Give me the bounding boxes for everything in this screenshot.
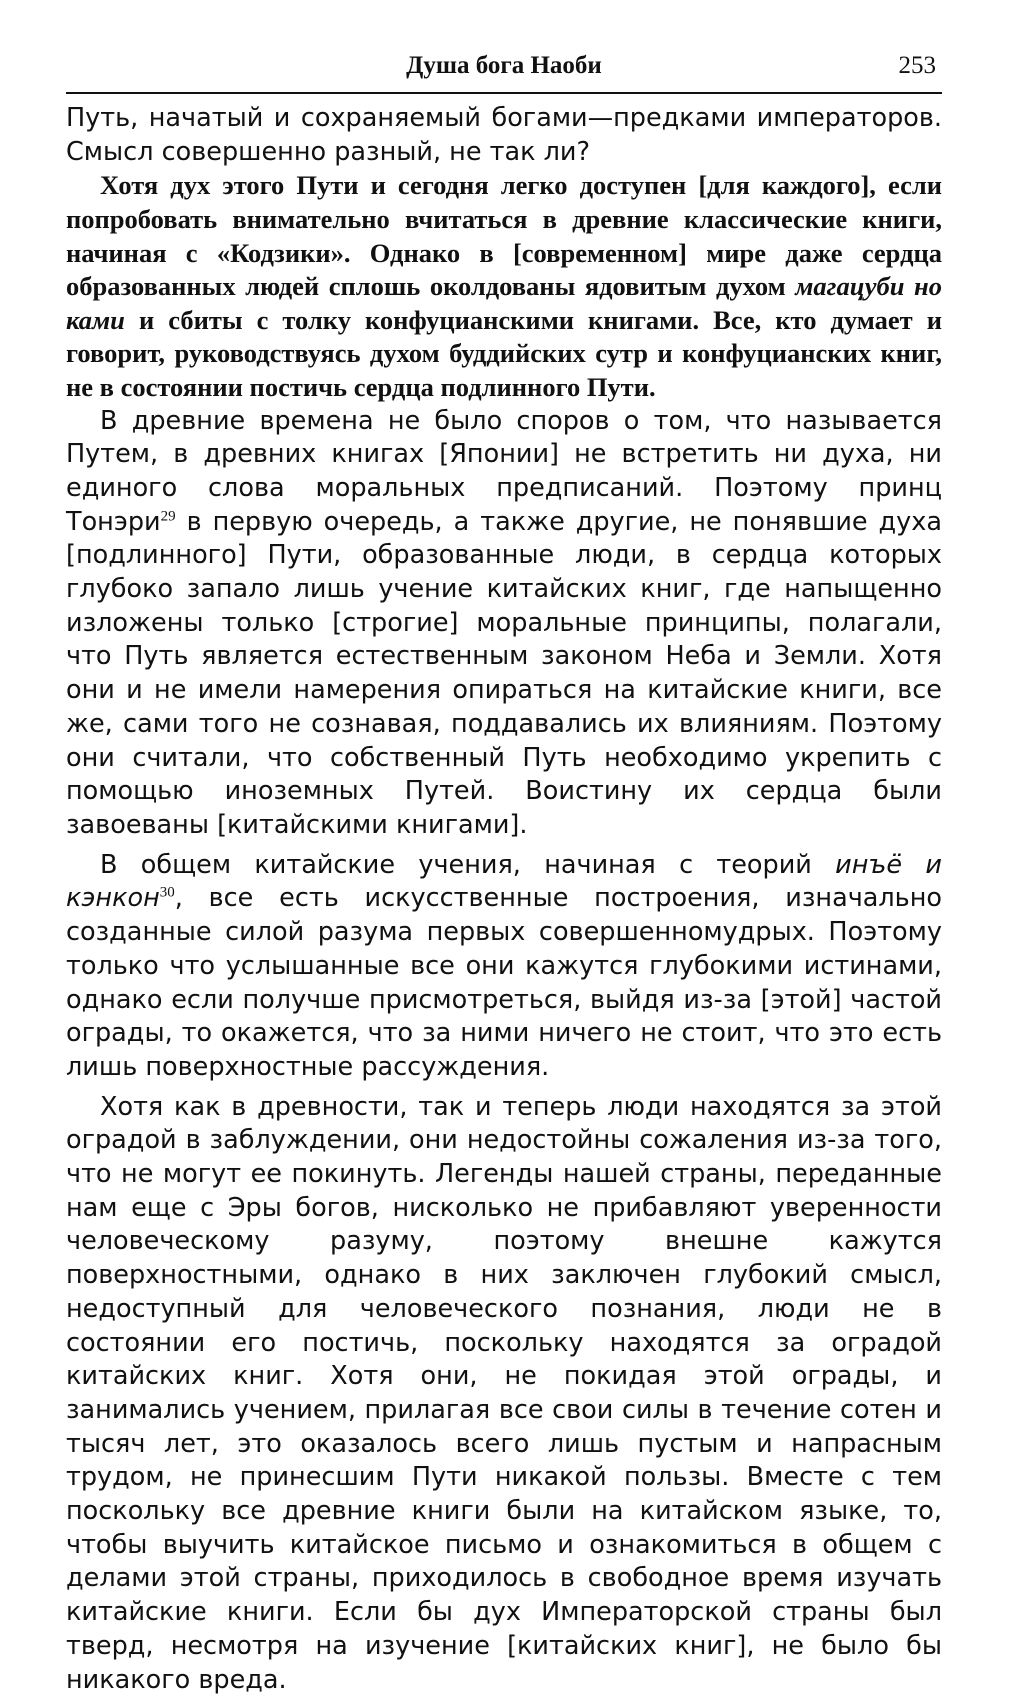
paragraph-5-text: Хотя как в древности, так и теперь люди находятся за этой оградой в заблуждении, они недостойны сожаления из-за того, что не могут ее покинуть. Легенды нашей страны, переданные нам еще с Эры богов, нисколько не прибавляют уверенности человеческому разуму, поэтому внешне кажутся поверхностными, однако в них заключен глубокий смысл, недоступный для человеческого познания, люди не в состоянии его постичь, поскольку находятся за оградой китайских книг. Хотя они, не покидая этой ограды, и занимались учением, прилагая все свои силы в течение сотен и тысяч лет, это оказалось всего лишь пустым и напрасным трудом, не принесшим Пути никакой пользы. Вместе с тем поскольку все древние книги были на китайском языке, то, чтобы выучить китайское письмо и ознакомиться в общем с делами этой страны, приходилось в свободное время изучать китайские книги. Если бы дух Императорской страны был тверд, несмотря на изучение [китайских книг], не было бы никакого вреда.	[66, 1091, 942, 1695]
paragraph-2-bold	[66, 169, 942, 404]
paragraph-1-text: Путь, начатый и сохраняемый богами—предками императоров. Смысл совершенно разный, не так ли?	[66, 103, 942, 167]
paragraph-4	[66, 849, 942, 1085]
book-page	[66, 42, 942, 1695]
paragraph-4-text-b: , все есть искусственные построения, изначально созданные силой разума первых совершенномудрых. Поэтому только что услышанные все они кажутся глубокими истинами, однако если получше присмотреться, выйдя из-за [этой] частой ограды, то окажется, что за ними ничего не стоит, что это есть лишь поверхностные рассуждения.	[66, 883, 942, 1082]
footnote-ref-29: 29	[160, 508, 176, 525]
paragraph-1	[66, 102, 942, 169]
paragraph-3-text-b: в первую очередь, а также другие, не понявшие духа [подлинного] Пути, образованные люди, в сердца которых глубоко запало лишь учение китайских книг, где напыщенно изложены только [строгие] моральные принципы, полагали, что Путь является естественным законом Неба и Земли. Хотя они и не имели намерения опираться на китайские книги, все же, сами того не сознавая, поддавались их влияниям. Поэтому они считали, что собственный Путь необходимо укрепить с помощью иноземных Путей. Воистину их сердца были завоеваны [китайскими книгами].	[66, 506, 942, 840]
page-number: 253	[898, 52, 936, 79]
running-header	[66, 42, 942, 94]
paragraph-4-italic-term: инъё и кэнкон	[66, 849, 942, 914]
footnote-ref-30: 30	[159, 884, 175, 901]
paragraph-2-text-b: и сбиты с толку конфуцианскими книгами. Все, кто думает и говорит, руководствуясь духом буддийских сутр и конфуцианских книг, не в состоянии постичь сердца подлинного Пути.	[66, 304, 942, 402]
paragraph-4-text-a: В общем китайские учения, начиная с теорий	[100, 849, 836, 880]
paragraph-2-text-a: Хотя дух этого Пути и сегодня легко доступен [для каждого], если попробовать внимательно вчитаться в древние классические книги, начиная с «Кодзики». Однако в [современном] мире даже сердца образованных людей сплошь околдованы ядовитым духом	[66, 170, 942, 302]
paragraph-3	[66, 405, 942, 843]
page-body	[66, 102, 942, 1697]
paragraph-2-italic-term: магацуби но ками	[66, 271, 942, 335]
running-title: Душа бога Наоби	[406, 52, 602, 79]
paragraph-5	[66, 1091, 942, 1697]
paragraph-3-text-a: В древние времена не было споров о том, что называется Путем, в древних книгах [Японии] не встретить ни духа, ни единого слова моральных предписаний. Поэтому принц Тонэри	[66, 405, 942, 537]
